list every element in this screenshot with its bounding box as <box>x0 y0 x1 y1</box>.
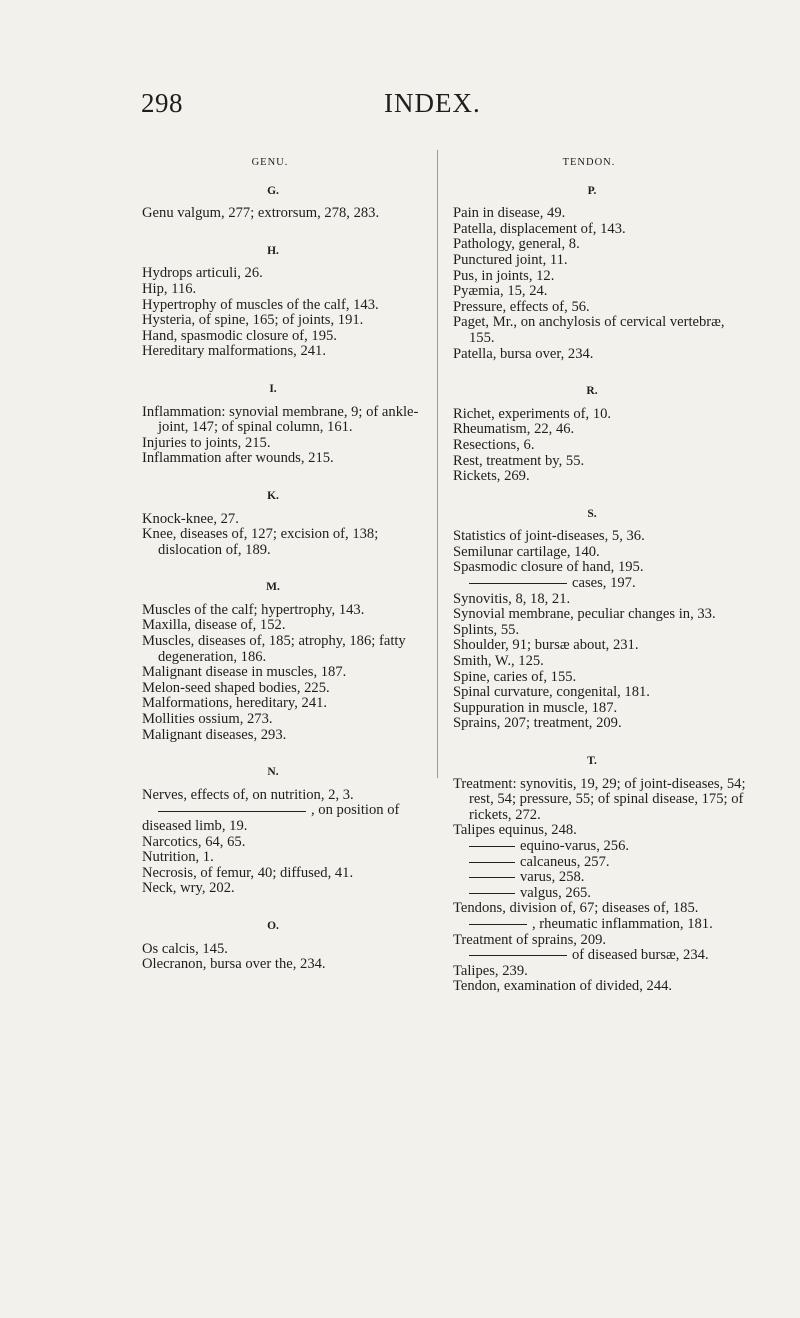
entry-text: Synovial membrane, peculiar changes in, 33. <box>453 606 716 623</box>
entry-text: Hydrops articuli, 26. <box>142 265 263 282</box>
entry-text: Tendon, examination of divided, 244. <box>453 978 673 995</box>
index-entry <box>453 300 751 316</box>
entry-text: Talipes, 239. <box>453 962 528 979</box>
entry-text: Pathology, general, 8. <box>453 236 580 253</box>
index-entry <box>453 670 751 686</box>
index-entry <box>453 592 751 608</box>
index-entry <box>453 823 751 839</box>
index-entry <box>453 839 751 855</box>
entry-text: Injuries to joints, 215. <box>142 434 271 451</box>
entry-text: Pyæmia, 15, 24. <box>453 283 548 300</box>
section-letter: K. <box>267 489 279 502</box>
section-letter: I. <box>269 382 277 395</box>
section-letter: H. <box>267 244 279 257</box>
index-section <box>453 184 751 363</box>
index-entry <box>453 576 751 592</box>
index-entry <box>142 866 424 882</box>
index-entry <box>142 206 424 222</box>
index-entry <box>453 979 751 995</box>
entry-text: Hypertrophy of muscles of the calf, 143. <box>142 296 379 313</box>
index-entry <box>142 512 424 528</box>
entry-text: Mollities ossium, 273. <box>142 711 273 728</box>
entry-text: of diseased bursæ, 234. <box>572 947 709 964</box>
entry-text: Suppuration in muscle, 187. <box>453 699 618 716</box>
entry-text: Malignant disease in muscles, 187. <box>142 664 347 681</box>
index-entry <box>453 701 751 717</box>
index-entry <box>142 634 424 665</box>
entry-text: cases, 197. <box>572 575 636 592</box>
index-entry <box>453 237 751 253</box>
section-letter: G. <box>267 184 279 197</box>
entry-text: Muscles of the calf; hypertrophy, 143. <box>142 601 365 618</box>
ditto-dash <box>469 955 567 956</box>
index-entry <box>453 422 751 438</box>
entry-text: Richet, experiments of, 10. <box>453 405 612 422</box>
entry-text: Nerves, effects of, on nutrition, 2, 3. <box>142 786 354 803</box>
index-section <box>142 580 424 743</box>
index-entry <box>453 407 751 423</box>
entry-text: Pain in disease, 49. <box>453 205 566 222</box>
entry-text: Narcotics, 64, 65. <box>142 833 246 850</box>
page-number: 298 <box>141 88 183 118</box>
index-entry <box>453 638 751 654</box>
index-entry <box>453 886 751 902</box>
index-entry <box>453 347 751 363</box>
ditto-dash <box>469 862 515 863</box>
entry-text: Resections, 6. <box>453 436 535 453</box>
index-entry <box>453 269 751 285</box>
index-entry <box>453 206 751 222</box>
section-letter: O. <box>267 919 279 932</box>
entry-text: Malignant diseases, 293. <box>142 726 287 743</box>
index-entry <box>453 545 751 561</box>
entry-text: Rheumatism, 22, 46. <box>453 421 575 438</box>
index-entry <box>142 881 424 897</box>
index-entry <box>142 451 424 467</box>
entry-text: Neck, wry, 202. <box>142 880 235 897</box>
index-section <box>142 244 424 360</box>
index-section <box>453 754 751 995</box>
index-entry <box>142 405 424 436</box>
index-entry <box>453 948 751 964</box>
index-entry <box>453 469 751 485</box>
index-entry <box>453 685 751 701</box>
index-column-left <box>142 155 424 995</box>
column-guide-word: TENDON. <box>562 157 616 168</box>
entry-text: Hip, 116. <box>142 280 197 297</box>
entry-text: Treatment of sprains, 209. <box>453 931 607 948</box>
entry-text: , rheumatic inflammation, 181. <box>532 915 713 932</box>
entry-text: Nutrition, 1. <box>142 849 214 866</box>
entry-text: Synovitis, 8, 18, 21. <box>453 590 571 607</box>
entry-text: Hysteria, of spine, 165; of joints, 191. <box>142 312 364 329</box>
index-entry <box>142 942 424 958</box>
index-entry <box>142 618 424 634</box>
index-section <box>453 507 751 732</box>
entry-text: Knee, diseases of, 127; excision of, 138; dislocation of, 189. <box>142 526 379 558</box>
index-entry <box>142 436 424 452</box>
entry-text: Inflammation: synovial membrane, 9; of ankle-joint, 147; of spinal column, 161. <box>142 403 419 436</box>
entry-text: Paget, Mr., on anchylosis of cervical vertebræ, 155. <box>453 314 725 346</box>
index-entry <box>142 850 424 866</box>
index-entry <box>453 253 751 269</box>
index-entry <box>453 529 751 545</box>
entry-text: Punctured joint, 11. <box>453 251 568 268</box>
index-entry <box>142 803 424 834</box>
entry-text: Hereditary malformations, 241. <box>142 343 326 360</box>
entry-text: Genu valgum, 277; extrorsum, 278, 283. <box>142 205 380 222</box>
entry-text: Melon-seed shaped bodies, 225. <box>142 679 330 696</box>
entry-text: Os calcis, 145. <box>142 940 228 957</box>
index-section <box>142 184 424 222</box>
entry-text: Sprains, 207; treatment, 209. <box>453 715 622 732</box>
section-letter: R. <box>586 385 598 398</box>
entry-text: Treatment: synovitis, 19, 29; of joint-diseases, 54; rest, 54; pressure, 55; of spinal disease, 175; of rickets, 272. <box>453 775 746 823</box>
entry-text: Pus, in joints, 12. <box>453 267 555 284</box>
index-entry <box>453 917 751 933</box>
index-entry <box>142 527 424 558</box>
section-letter: T. <box>587 755 597 767</box>
entry-text: Semilunar cartilage, 140. <box>453 543 600 560</box>
ditto-dash <box>158 811 306 812</box>
section-letter: P. <box>587 184 597 197</box>
entry-text: Shoulder, 91; bursæ about, 231. <box>453 637 639 654</box>
index-entry <box>142 696 424 712</box>
entry-text: Inflammation after wounds, 215. <box>142 450 334 467</box>
entry-text: varus, 258. <box>520 869 585 886</box>
entry-text: Pressure, effects of, 56. <box>453 298 590 315</box>
column-divider <box>437 150 438 778</box>
index-entry <box>453 222 751 238</box>
index-entry <box>453 777 751 824</box>
index-entry <box>142 681 424 697</box>
entry-text: Splints, 55. <box>453 621 520 638</box>
index-section <box>142 919 424 973</box>
index-entry <box>453 933 751 949</box>
section-letter: M. <box>266 581 280 594</box>
entry-text: Spine, caries of, 155. <box>453 668 577 685</box>
ditto-dash <box>469 877 515 878</box>
entry-text: Spinal curvature, congenital, 181. <box>453 684 650 701</box>
index-entry <box>142 282 424 298</box>
index-entry <box>453 901 751 917</box>
index-entry <box>453 716 751 732</box>
entry-text: Muscles, diseases of, 185; atrophy, 186; fatty degeneration, 186. <box>142 633 406 665</box>
entry-text: Rest, treatment by, 55. <box>453 452 585 469</box>
entry-text: Olecranon, bursa over the, 234. <box>142 956 326 973</box>
index-entry <box>453 284 751 300</box>
entry-text: Patella, displacement of, 143. <box>453 220 626 237</box>
index-entry <box>142 957 424 973</box>
index-entry <box>142 313 424 329</box>
index-entry <box>453 654 751 670</box>
index-entry <box>453 560 751 576</box>
index-entry <box>453 438 751 454</box>
index-entry <box>142 266 424 282</box>
index-entry <box>453 623 751 639</box>
index-entry <box>142 298 424 314</box>
entry-text: , on position of diseased limb, 19. <box>142 802 400 834</box>
index-entry <box>142 835 424 851</box>
entry-text: Patella, bursa over, 234. <box>453 345 594 362</box>
ditto-dash <box>469 893 515 894</box>
index-entry <box>453 315 751 346</box>
ditto-dash <box>469 924 527 925</box>
entry-text: Talipes equinus, 248. <box>453 822 577 839</box>
entry-text: Tendons, division of, 67; diseases of, 185. <box>453 900 699 917</box>
entry-text: Knock-knee, 27. <box>142 510 239 527</box>
index-entry <box>142 665 424 681</box>
index-entry <box>453 855 751 871</box>
entry-text: Malformations, hereditary, 241. <box>142 695 328 712</box>
index-section <box>453 384 751 485</box>
entry-text: Statistics of joint-diseases, 5, 36. <box>453 528 645 545</box>
index-column-right <box>453 155 751 1017</box>
index-entry <box>453 454 751 470</box>
ditto-dash <box>469 583 567 584</box>
index-entry <box>142 788 424 804</box>
entry-text: Hand, spasmodic closure of, 195. <box>142 327 337 344</box>
index-section <box>142 765 424 897</box>
index-entry <box>453 964 751 980</box>
entry-text: calcaneus, 257. <box>520 853 610 870</box>
entry-text: valgus, 265. <box>520 884 591 901</box>
index-entry <box>142 329 424 345</box>
index-entry <box>142 344 424 360</box>
section-letter: S. <box>587 507 597 520</box>
entry-text: Smith, W., 125. <box>453 653 544 670</box>
index-section <box>142 489 424 558</box>
index-entry <box>453 870 751 886</box>
entry-text: Rickets, 269. <box>453 468 530 485</box>
entry-text: Spasmodic closure of hand, 195. <box>453 559 644 576</box>
entry-text: Maxilla, disease of, 152. <box>142 617 286 634</box>
entry-text: Necrosis, of femur, 40; diffused, 41. <box>142 864 354 881</box>
ditto-dash <box>469 846 515 847</box>
column-guide-word: GENU. <box>251 157 289 168</box>
running-head: INDEX. <box>384 88 481 118</box>
index-entry <box>142 712 424 728</box>
index-section <box>142 382 424 467</box>
section-letter: N. <box>267 766 279 779</box>
index-entry <box>142 603 424 619</box>
index-entry <box>453 607 751 623</box>
entry-text: equino-varus, 256. <box>520 837 630 854</box>
index-entry <box>142 728 424 744</box>
